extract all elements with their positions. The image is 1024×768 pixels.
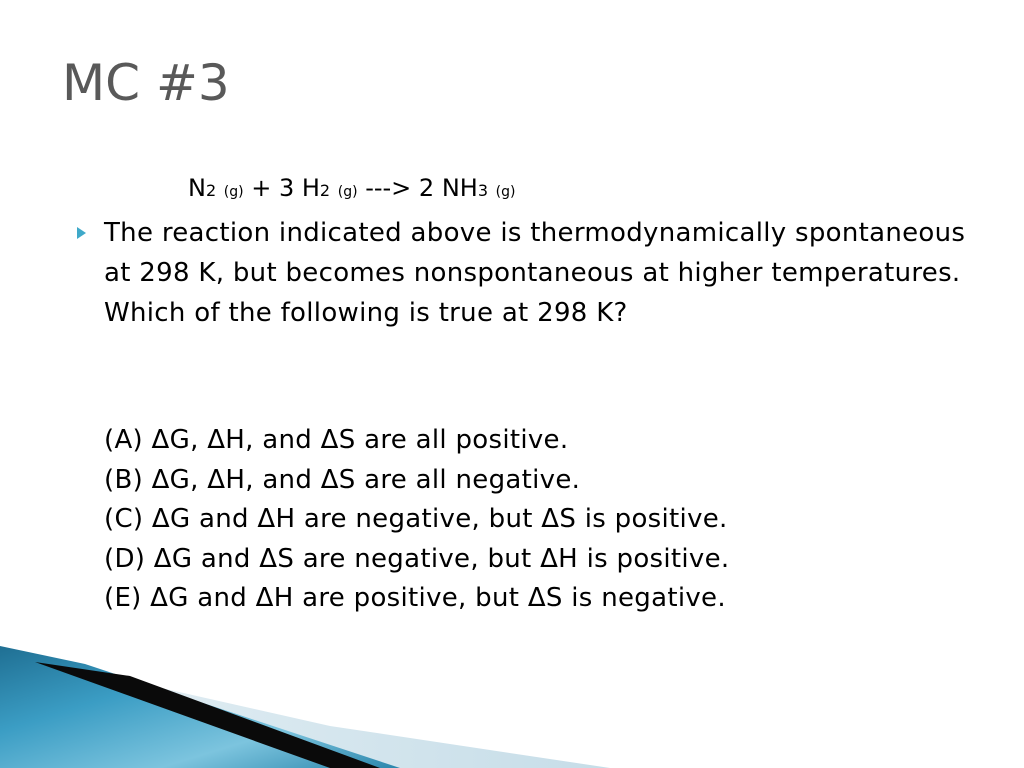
answer-choices [104,421,984,619]
triangle-bullet-icon [76,224,87,242]
equation-n-symbol: N [188,174,206,202]
dark-wedge [35,662,380,768]
choice-d: (D) ΔG and ΔS are negative, but ΔH is positive. [104,543,730,574]
choice-a: (A) ΔG, ΔH, and ΔS are all positive. [104,425,569,455]
equation-nh-phase: (g) [495,184,516,200]
equation-arrow-nh: ---> 2 NH [365,174,478,202]
equation-h-subscript: 2 [319,181,331,200]
teal-wedge [0,646,400,768]
choice-b: (B) ΔG, ΔH, and ΔS are all negative. [104,464,581,495]
equation-plus-h: + 3 H [251,174,320,202]
equation-h-phase: (g) [337,184,358,200]
slide-title: MC #3 [62,54,230,112]
equation-n-phase: (g) [223,184,244,200]
question-text: The reaction indicated above is thermodynamically spontaneous at 298 K, but becomes nonspontaneous at higher temperatures. Which of the following is true at 298 K? [104,218,966,328]
choice-c: (C) ΔG and ΔH are negative, but ΔS is positive. [104,504,728,534]
equation-n-subscript: 2 [205,181,217,200]
choice-e: (E) ΔG and ΔH are positive, but ΔS is negative. [104,583,726,613]
equation-nh-subscript: 3 [477,181,489,200]
pale-band [55,664,610,768]
chemical-equation [188,172,515,208]
